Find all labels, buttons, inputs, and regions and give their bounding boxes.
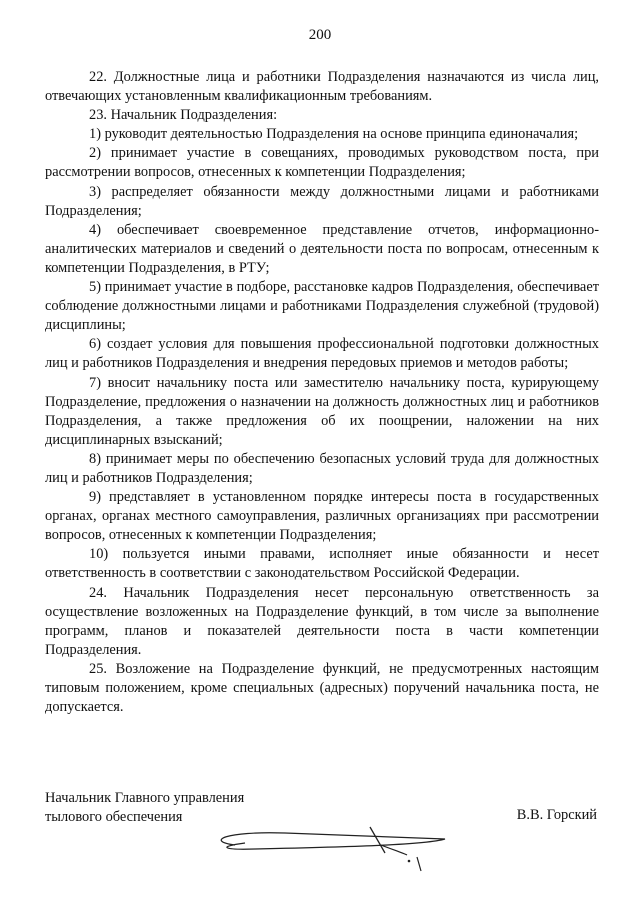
list-item-23-2: 2) принимает участие в совещаниях, проводимых руководством поста, при рассмотрении вопросов, отнесенных к компетенции Подразделения; [45,145,599,181]
paragraph-24: 24. Начальник Подразделения несет персональную ответственность за осуществление возложенных на Подразделение функций, в том числе за выполнение программ, планов и показателей деятельности поста в части компетенции Подразделения. [45,584,599,658]
page-number: 200 [308,27,332,43]
list-item-23-9: 9) представляет в установленном порядке интересы поста в государственных органах, органах местного самоуправления, различных организациях при рассмотрении вопросов, отнесенных к компетенции Подразделения; [45,489,599,544]
list-item-23-6: 6) создает условия для повышения профессиональной подготовки должностных лиц и работников Подразделения и внедрения передовых приемов и методов работы; [45,336,599,372]
paragraph-25: 25. Возложение на Подразделение функций, не предусмотренных настоящим типовым положением, кроме специальных (адресных) поручений начальника поста, не допускается. [45,660,599,716]
paragraph-23: 23. Начальник Подразделения: [89,107,278,124]
paragraph-22: 22. Должностные лица и работники Подразделения назначаются из числа лиц, отвечающих установленным квалификационным требованиям. [45,69,599,105]
signatory-name: В.В. Горский [516,807,597,823]
list-item-23-10: 10) пользуется иными правами, исполняет иные обязанности и несет ответственность в соответствии с законодательством Российской Федерации. [45,546,599,582]
list-item-23-7: 7) вносит начальнику поста или заместителю начальнику поста, курирующему Подразделение, предложения о назначении на должность должностных лиц и работников Подразделения, а также предложения об их поощрении, наложении на них дисциплинарных взысканий; [45,374,599,448]
signatory-title-line-2: тылового обеспечения [45,809,183,825]
handwritten-signature [195,801,465,881]
list-item-23-5: 5) принимает участие в подборе, расстановке кадров Подразделения, обеспечивает соблюдение должностными лицами и работниками Подразделения служебной (трудовой) дисциплины; [45,279,599,334]
list-item-23-1: 1) руководит деятельностью Подразделения на основе принципа единоначалия; [89,126,579,143]
list-item-23-8: 8) принимает меры по обеспечению безопасных условий труда для должностных лиц и работников Подразделения; [45,450,599,486]
list-item-23-3: 3) распределяет обязанности между должностными лицами и работниками Подразделения; [45,183,599,219]
signature-block [45,789,605,879]
document-body [45,68,599,717]
signatory-title-line-1: Начальник Главного управления [45,790,245,806]
list-item-23-4: 4) обеспечивает своевременное представление отчетов, информационно-аналитических материалов и сведений о деятельности поста по вопросам, отнесенным к компетенции Подразделения, в РТУ; [45,221,599,276]
